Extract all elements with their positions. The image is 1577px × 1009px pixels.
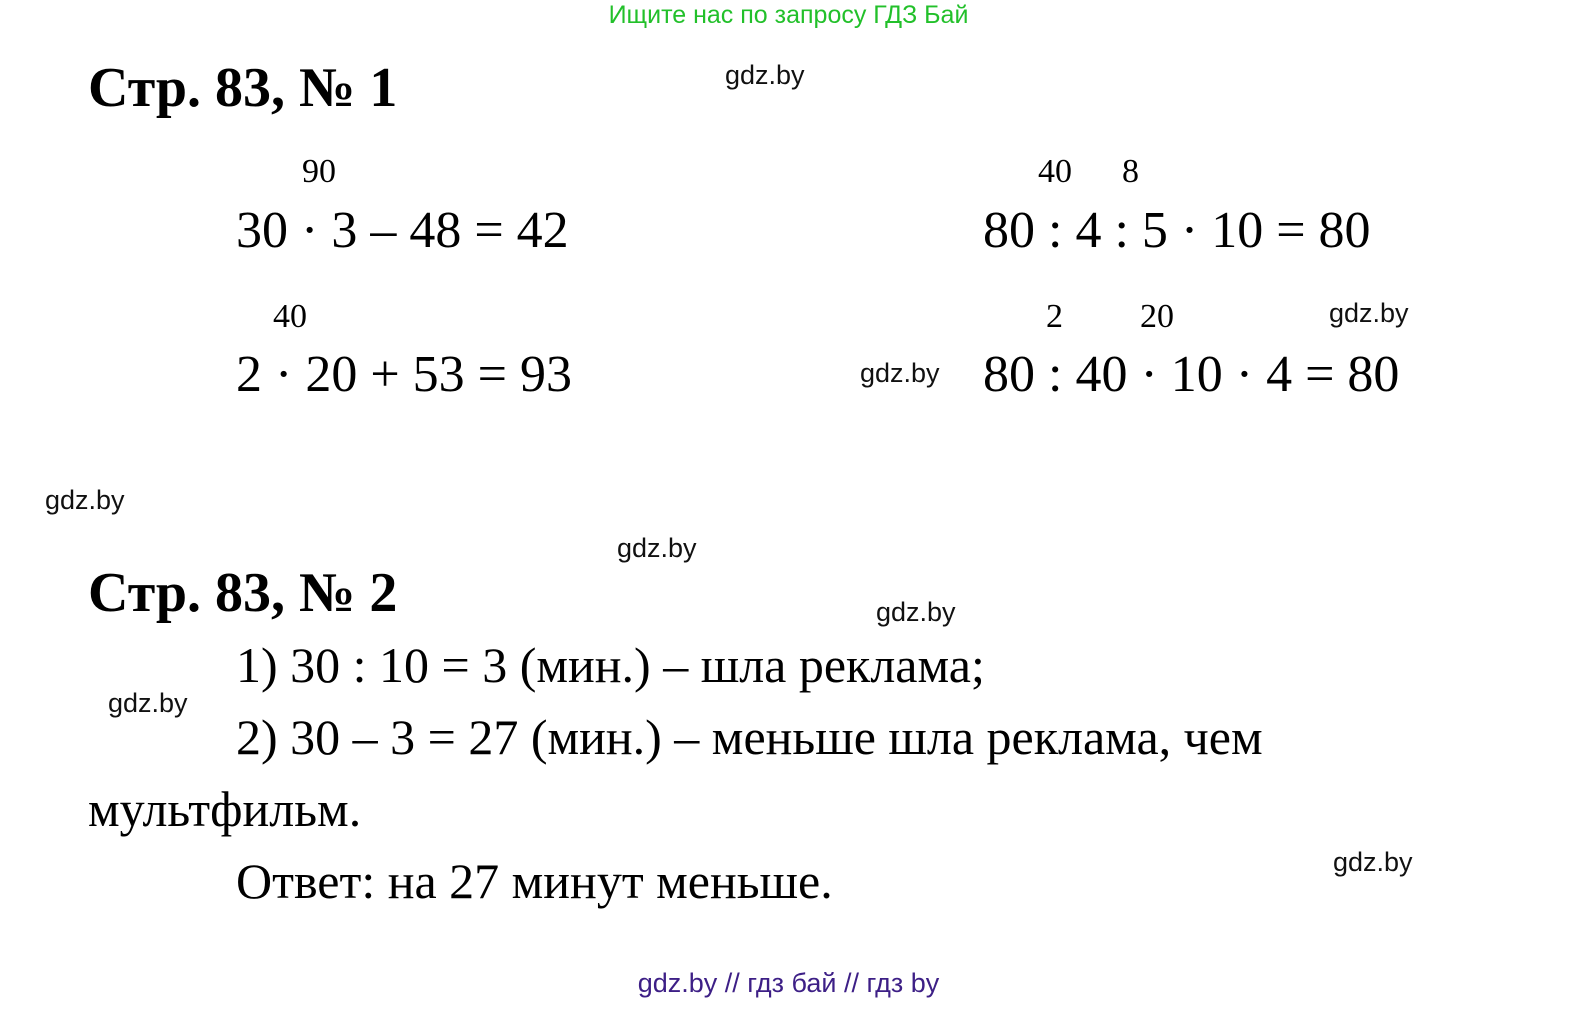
answer-line: Ответ: на 27 минут меньше. [236, 853, 833, 909]
task2-title: Стр. 83, № 2 [88, 562, 398, 624]
watermark: gdz.by [45, 485, 125, 515]
watermark: gdz.by [860, 358, 940, 388]
search-banner[interactable]: Ищите нас по запросу ГДЗ Бай [608, 1, 969, 29]
watermark: gdz.by [876, 597, 956, 627]
solution-step-2-continued: мультфильм. [88, 781, 362, 837]
annotation-8: 8 [1122, 153, 1139, 190]
watermark: gdz.by [725, 60, 805, 90]
watermark: gdz.by [108, 688, 188, 718]
watermark: gdz.by [617, 533, 697, 563]
annotation-2: 2 [1046, 298, 1063, 335]
equation-3: 80 : 4 : 5 · 10 = 80 [983, 202, 1371, 259]
footer-links[interactable]: gdz.by // гдз бай // гдз by [637, 968, 940, 998]
annotation-40-b: 40 [1038, 153, 1072, 190]
solution-step-1: 1) 30 : 10 = 3 (мин.) – шла реклама; [236, 637, 985, 693]
equation-1: 30 · 3 – 48 = 42 [236, 202, 569, 259]
solution-step-2: 2) 30 – 3 = 27 (мин.) – меньше шла реклама, чем [236, 709, 1263, 765]
annotation-90: 90 [302, 153, 336, 190]
annotation-40: 40 [273, 298, 307, 335]
watermark: gdz.by [1333, 847, 1413, 877]
equation-4: 80 : 40 · 10 · 4 = 80 [983, 346, 1400, 403]
annotation-20: 20 [1140, 298, 1174, 335]
task1-title: Стр. 83, № 1 [88, 57, 398, 119]
equation-2: 2 · 20 + 53 = 93 [236, 346, 572, 403]
watermark: gdz.by [1329, 298, 1409, 328]
